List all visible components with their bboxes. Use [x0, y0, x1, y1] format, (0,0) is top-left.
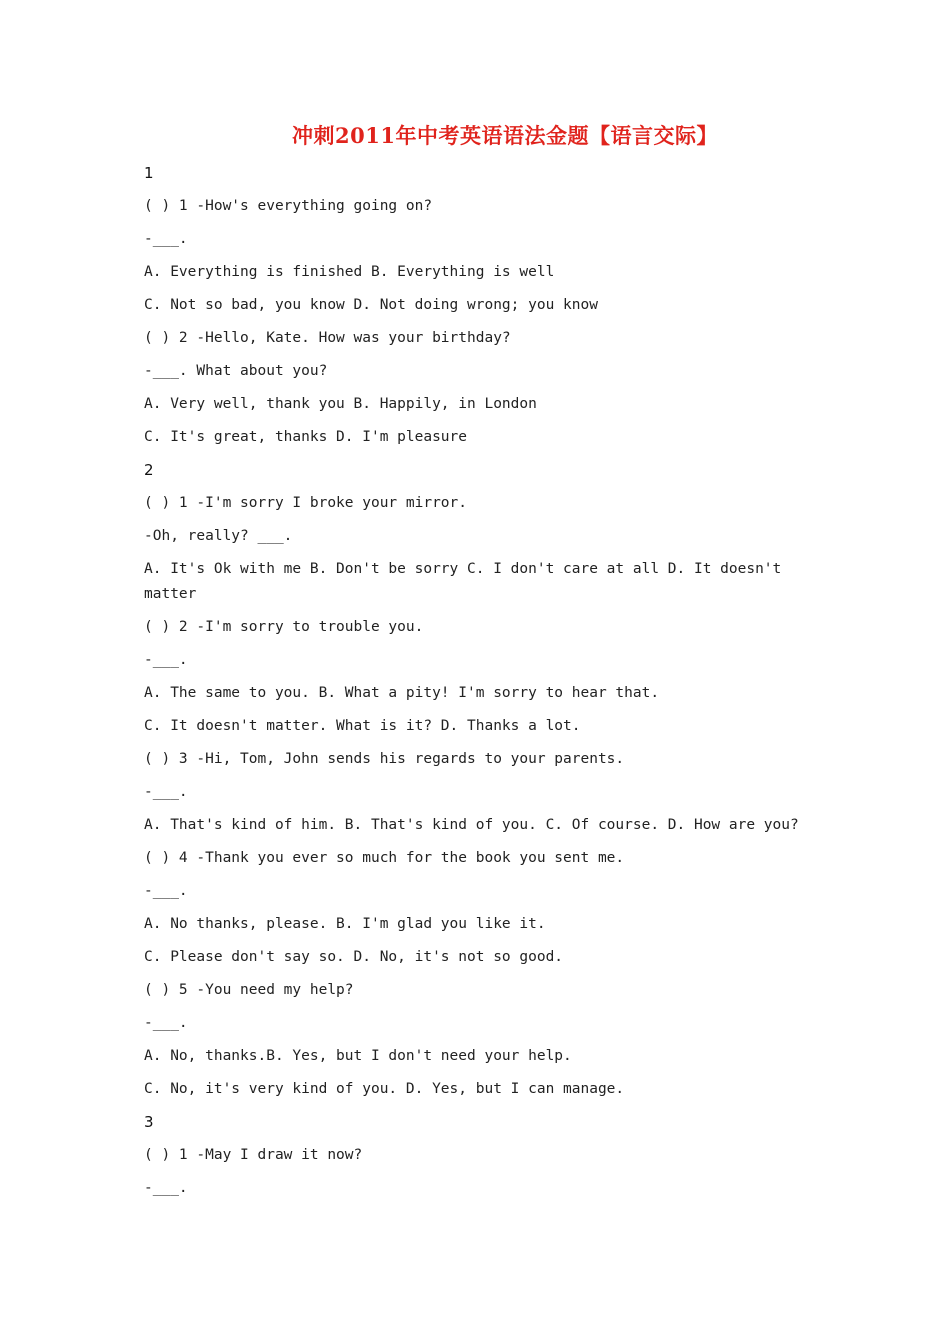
answer-blank-line: -___. — [144, 784, 188, 800]
option-line: C. No, it's very kind of you. D. Yes, but I can manage. — [144, 1081, 625, 1097]
answer-blank-line: -___. — [144, 1015, 188, 1031]
answer-blank-line: -___. What about you? — [144, 363, 328, 379]
option-line: A. The same to you. B. What a pity! I'm sorry to hear that. — [144, 685, 660, 701]
section-number: 3 — [144, 1113, 154, 1131]
question-line: ( ) 4 -Thank you ever so much for the book you sent me. — [144, 850, 625, 866]
option-line: A. No thanks, please. B. I'm glad you like it. — [144, 916, 546, 932]
question-line: ( ) 1 -May I draw it now? — [144, 1147, 363, 1163]
question-line: ( ) 2 -I'm sorry to trouble you. — [144, 619, 424, 635]
section-number: 2 — [144, 461, 154, 479]
answer-blank-line: -___. — [144, 652, 188, 668]
option-line: A. No, thanks.B. Yes, but I don't need your help. — [144, 1048, 572, 1064]
question-line: ( ) 1 -How's everything going on? — [144, 198, 433, 214]
option-line: A. It's Ok with me B. Don't be sorry C. I don't care at all D. It doesn't matter — [144, 561, 791, 602]
answer-blank-line: -___. — [144, 231, 188, 247]
option-line: C. Please don't say so. D. No, it's not so good. — [144, 949, 564, 965]
option-line: C. Not so bad, you know D. Not doing wrong; you know — [144, 297, 598, 313]
question-line: ( ) 1 -I'm sorry I broke your mirror. — [144, 495, 468, 511]
question-line: ( ) 3 -Hi, Tom, John sends his regards to your parents. — [144, 751, 625, 767]
answer-blank-line: -___. — [144, 1180, 188, 1196]
option-line: A. That's kind of him. B. That's kind of you. C. Of course. D. How are you? — [144, 817, 799, 833]
section-number: 1 — [144, 164, 154, 182]
option-line: A. Very well, thank you B. Happily, in London — [144, 396, 537, 412]
answer-blank-line: -___. — [144, 883, 188, 899]
document-title: 冲刺2011年中考英语语法金题【语言交际】 — [292, 123, 718, 148]
document-body — [144, 157, 804, 1205]
question-line: ( ) 5 -You need my help? — [144, 982, 354, 998]
question-line: ( ) 2 -Hello, Kate. How was your birthday? — [144, 330, 511, 346]
option-line: A. Everything is finished B. Everything is well — [144, 264, 555, 280]
option-line: C. It doesn't matter. What is it? D. Thanks a lot. — [144, 718, 581, 734]
option-line: C. It's great, thanks D. I'm pleasure — [144, 429, 468, 445]
answer-blank-line: -Oh, really? ___. — [144, 528, 293, 544]
